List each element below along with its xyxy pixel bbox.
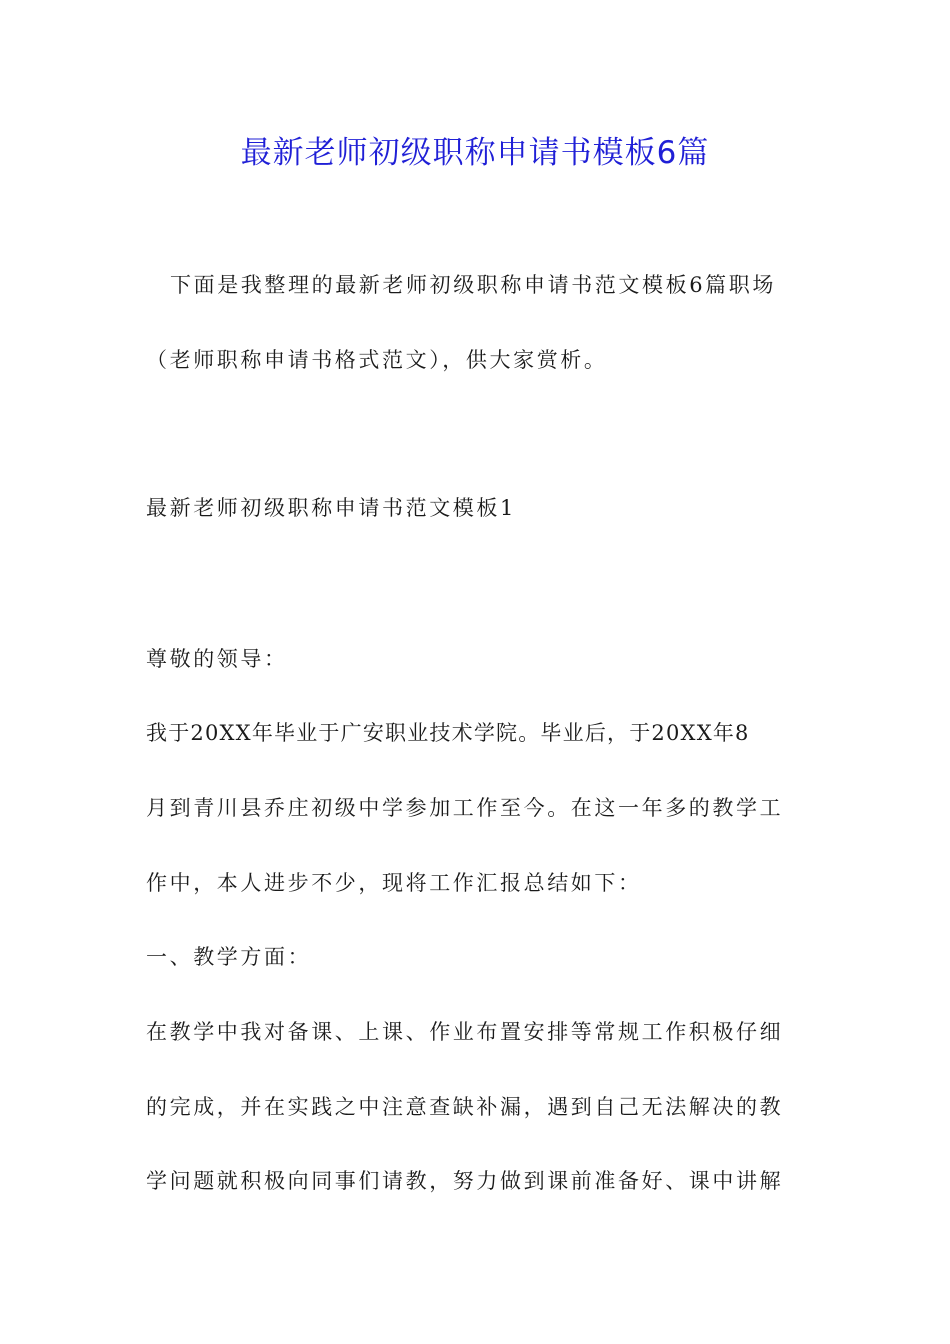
intro-line-1: 下面是我整理的最新老师初级职称申请书范文模板6篇职场 [170,273,776,297]
paragraph1-line-2: 月到青川县乔庄初级中学参加工作至今。在这一年多的教学工 [146,796,784,820]
paragraph2-line-2: 的完成，并在实践之中注意查缺补漏，遇到自己无法解决的教 [146,1095,784,1119]
subheading-teaching: 一、教学方面： [146,945,312,969]
paragraph2-line-1: 在教学中我对备课、上课、作业布置安排等常规工作积极仔细 [146,1020,784,1044]
paragraph2-line-3: 学问题就积极向同事们请教，努力做到课前准备好、课中讲解 [146,1169,784,1193]
document-title: 最新老师初级职称申请书模板6篇 [240,135,710,171]
paragraph1-line-3: 作中，本人进步不少，现将工作汇报总结如下： [146,871,642,895]
paragraph1-line-1: 我于20XX年毕业于广安职业技术学院。毕业后，于20XX年8 [146,721,750,745]
salutation: 尊敬的领导： [146,647,288,671]
section-heading: 最新老师初级职称申请书范文模板1 [146,496,516,520]
intro-line-2: （老师职称申请书格式范文），供大家赏析。 [146,348,608,372]
